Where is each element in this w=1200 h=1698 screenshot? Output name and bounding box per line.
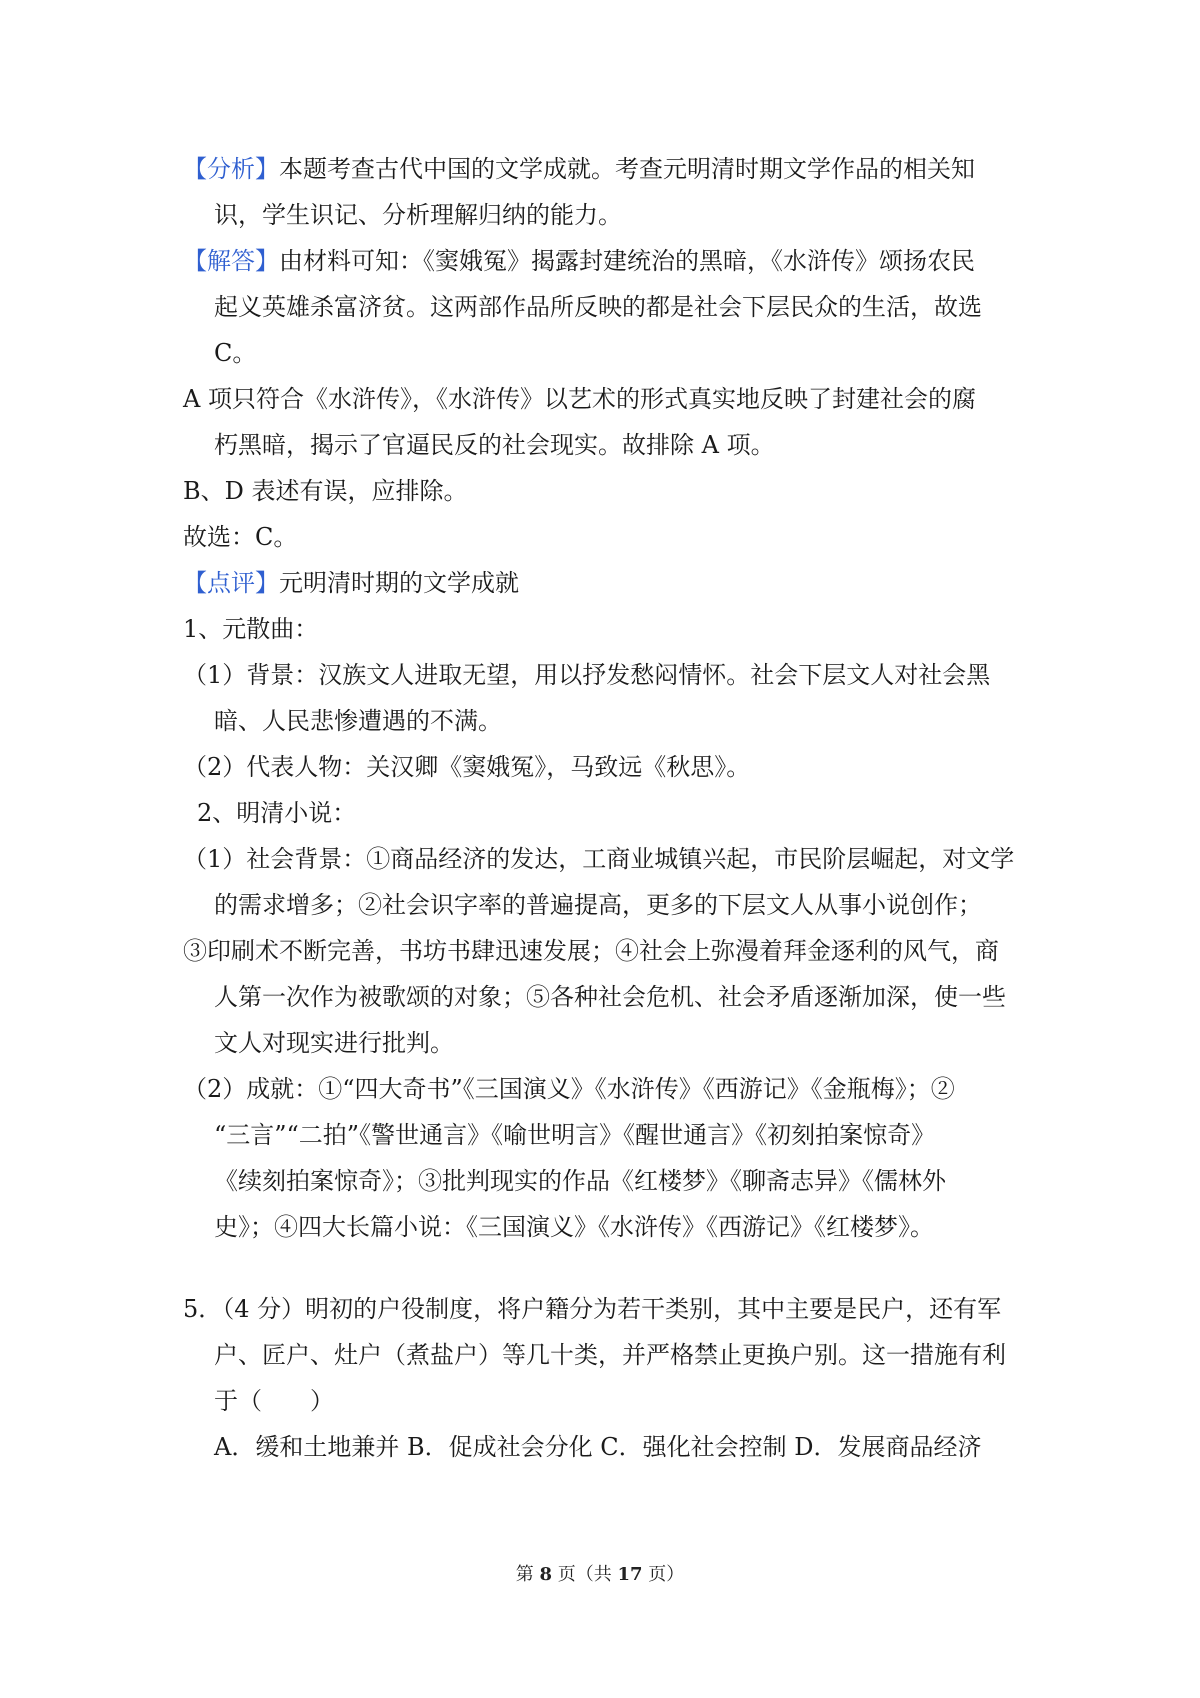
question5-options: A．缓和土地兼并 B．促成社会分化 C．强化社会控制 D．发展商品经济 (214, 1433, 982, 1461)
final-choice: 故选：C。 (183, 523, 298, 551)
section1-background-line-2: 暗、人民悲惨遭遇的不满。 (214, 707, 502, 735)
comment-title: 元明清时期的文学成就 (279, 569, 519, 597)
answer-line-3: C。 (214, 339, 257, 367)
section2-background-line-2: 的需求增多；②社会识字率的普遍提高，更多的下层文人从事小说创作； (214, 891, 982, 919)
question5-line-2: 户、匠户、灶户（煮盐户）等几十类，并严格禁止更换户别。这一措施有利 (214, 1341, 1006, 1369)
section2-background-line-3: ③印刷术不断完善，书坊书肆迅速发展；④社会上弥漫着拜金逐利的风气，商 (183, 937, 999, 965)
answer-line-1: 【解答】由材料可知：《窦娥冤》揭露封建统治的黑暗，《水浒传》颂扬农民 (183, 247, 975, 275)
question5-line-1: 5．（4 分）明初的户役制度，将户籍分为若干类别，其中主要是民户，还有军 (183, 1295, 1002, 1323)
page-number: 8 (539, 1564, 552, 1585)
option-a-line-1: A 项只符合《水浒传》，《水浒传》以艺术的形式真实地反映了封建社会的腐 (183, 385, 976, 413)
page-footer: 第 8 页（共 17 页） (515, 1564, 685, 1585)
section2-achievement-line-1: （2）成就：①“四大奇书”《三国演义》《水浒传》《西游记》《金瓶梅》；② (183, 1075, 955, 1103)
analysis-tag: 【分析】 (183, 155, 279, 183)
answer-line-2: 起义英雄杀富济贫。这两部作品所反映的都是社会下层民众的生活，故选 (214, 293, 982, 321)
page-content (183, 146, 1033, 1470)
section1-figures: （2）代表人物：关汉卿《窦娥冤》，马致远《秋思》。 (183, 753, 751, 781)
section2-background-line-1: （1）社会背景：①商品经济的发达，工商业城镇兴起，市民阶层崛起，对文学 (183, 845, 1015, 873)
section2-achievement-line-2: “三言”“二拍”《警世通言》《喻世明言》《醒世通言》《初刻拍案惊奇》 (214, 1121, 936, 1149)
comment-tag: 【点评】 (183, 569, 279, 597)
option-bd-text: B、D 表述有误，应排除。 (183, 477, 468, 505)
section2-achievement-line-4: 史》；④四大长篇小说：《三国演义》《水浒传》《西游记》《红楼梦》。 (214, 1213, 934, 1241)
option-a-line-2: 朽黑暗，揭示了官逼民反的社会现实。故排除 A 项。 (214, 431, 775, 459)
analysis-line-2: 识，学生识记、分析理解归纳的能力。 (214, 201, 622, 229)
section2-title: 2、明清小说： (197, 799, 357, 827)
section2-background-line-5: 文人对现实进行批判。 (214, 1029, 454, 1057)
analysis-line-1: 【分析】本题考查古代中国的文学成就。考查元明清时期文学作品的相关知 (183, 155, 975, 183)
section1-background-line-1: （1）背景：汉族文人进取无望，用以抒发愁闷情怀。社会下层文人对社会黑 (183, 661, 991, 689)
section2-achievement-line-3: 《续刻拍案惊奇》；③批判现实的作品《红楼梦》《聊斋志异》《儒林外 (214, 1167, 946, 1195)
question5-line-3: 于（ ） (214, 1387, 334, 1415)
section1-title: 1、元散曲： (183, 615, 319, 643)
comment-line (183, 560, 1033, 606)
answer-tag: 【解答】 (183, 247, 279, 275)
section2-background-line-4: 人第一次作为被歌颂的对象；⑤各种社会危机、社会矛盾逐渐加深，使一些 (214, 983, 1006, 1011)
page-total: 17 (617, 1564, 643, 1585)
spacer (183, 1250, 1033, 1286)
